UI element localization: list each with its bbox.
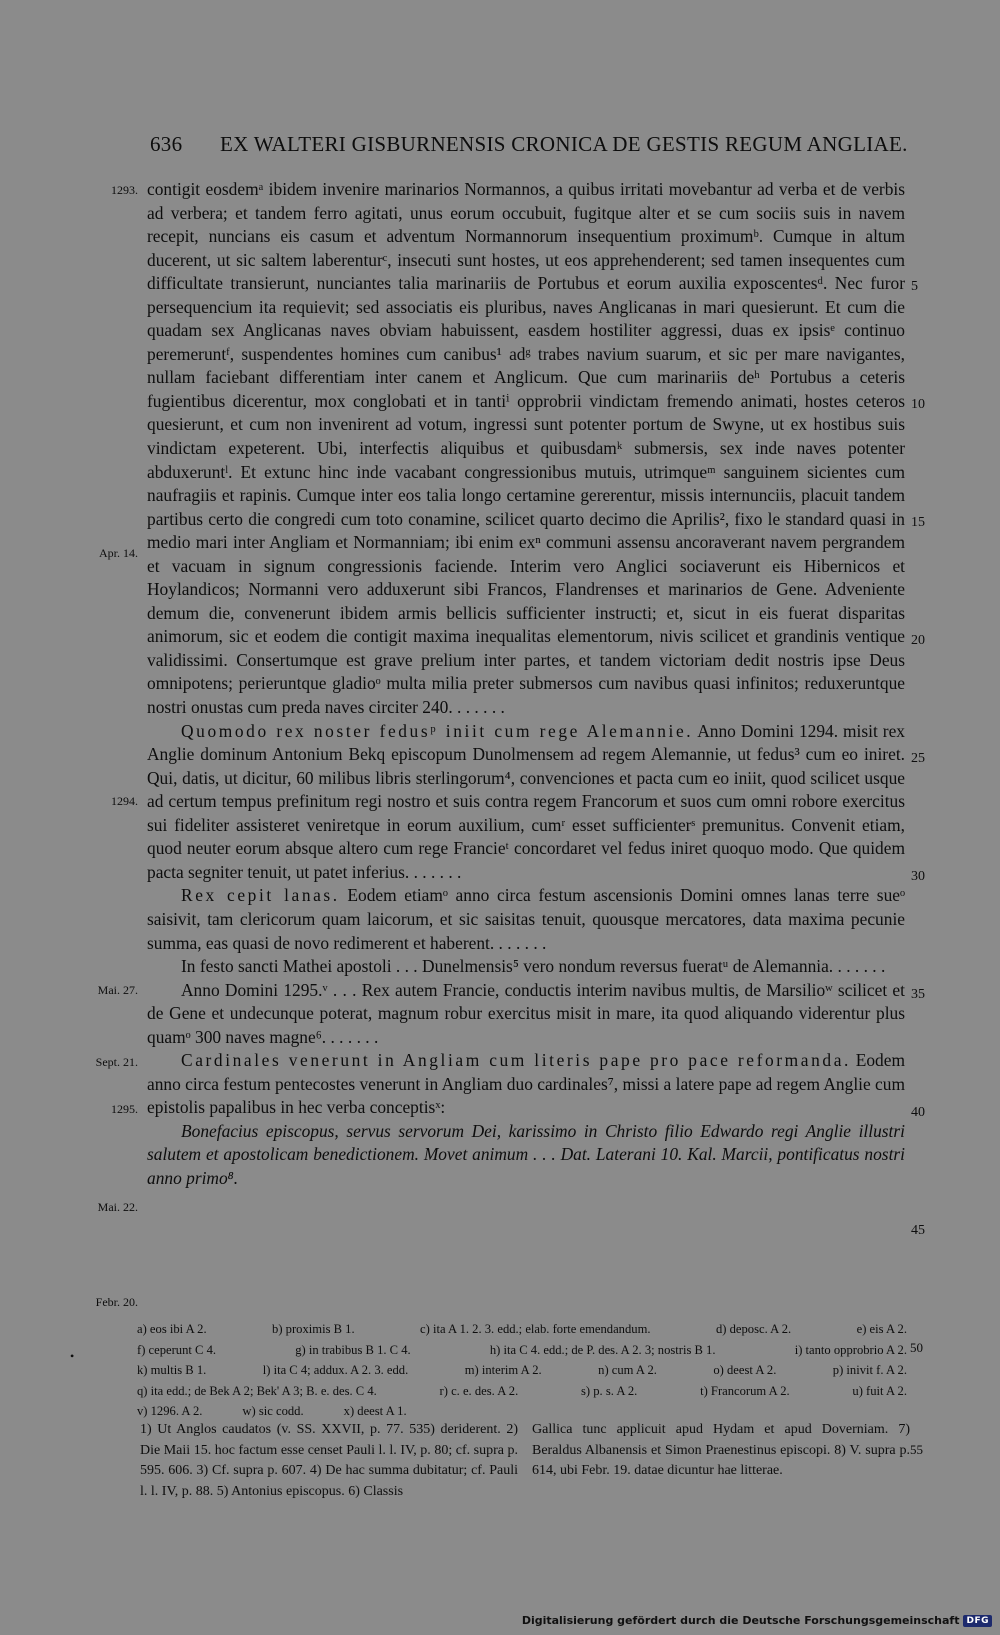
variant-reading: i) tanto opprobrio A 2. (794, 1342, 907, 1357)
variant-reading: h) ita C 4. edd.; de P. des. A 2. 3; nostris B 1. (489, 1342, 716, 1357)
footnotes-col-1: 1) Ut Anglos caudatos (v. SS. XXVII, p. 77. 535) deriderent. 2) Die Maii 15. hoc factum esse censet Pauli l. l. IV, p. 80; cf. supra p. 595. 606. 3) Cf. supra p. 607. 4) De hac summa dubitatur; cf. Pauli l. l. IV, p. 88. 5) Antonius episcopus. 6) Classis (140, 1422, 518, 1499)
running-title: EX WALTERI GISBURNENSIS CRONICA DE GESTIS REGUM ANGLIAE. (220, 132, 908, 156)
line-number: 45 (911, 1223, 925, 1238)
margin-note-date: Mai. 27. (97, 983, 138, 997)
section-heading: Quomodo rex noster fedusᵖ iniit cum rege Alemannie. (181, 720, 694, 741)
line-number: 55 (910, 1442, 923, 1457)
letter-quote: Bonefacius episcopus, servus servorum Dei, karissimo in Christo filio Edwardo regi Anglie illustri salutem et apostolicam benedictionem. Movet animum . . . Dat. Laterani 10. Kal. Marcii, pontificatus nostri anno primo⁸. (147, 1120, 905, 1188)
line-number: 40 (911, 1105, 925, 1120)
variant-row (137, 1381, 907, 1402)
variant-reading: v) 1296. A 2. (137, 1404, 203, 1419)
variant-reading: b) proximis B 1. (272, 1322, 355, 1336)
margin-note-date: Febr. 20. (95, 1295, 138, 1309)
bullet-mark: • (70, 1349, 75, 1363)
paragraph: In festo sancti Mathei apostoli . . . Dunelmensis⁵ vero nondum reversus fueratᵘ de Alemannia. . . . . . . (181, 956, 886, 977)
variant-row (137, 1340, 907, 1361)
variant-readings (137, 1319, 907, 1422)
line-number: 20 (911, 633, 925, 648)
variant-row (137, 1319, 907, 1340)
footnotes (140, 1420, 910, 1502)
paragraph-text: Anno Domini 1294. misit rex Anglie dominum Antonium Bekq episcopum Dunolmensem ad regem Alemannie, ut fedus³ cum eo iniret. Qui, datis, ut dicitur, 60 milibus libris sterlingorum⁴, convenciones et pacta cum eo iniit, quod scilicet usque ad certum tempus prefinitum regi nostro et suis contra regem Francorum et suos cum omni robore exercitus sui fideliter assisteret veniretque in eorum auxilium, cumʳ esset sufficienterˢ premunitus. Convenit etiam, quod neuter eorum absque altero cum rege Francieᵗ concordaret vel fedus iniret quoquo modo. Que quidem pacta segniter tenuit, ut patet inferius. . . . . . . (147, 720, 905, 882)
variant-reading: f) ceperunt C 4. (137, 1342, 217, 1357)
variant-reading: e) eis A 2. (856, 1322, 907, 1336)
line-number: 50 (910, 1340, 923, 1355)
variant-row (137, 1360, 907, 1381)
variant-reading: c) ita A 1. 2. 3. edd.; elab. forte emendandum. (420, 1322, 651, 1336)
margin-note-date: Mai. 22. (97, 1200, 138, 1214)
line-number: 5 (911, 279, 918, 294)
variant-reading: x) deest A 1. (343, 1404, 407, 1419)
credit-text: Digitalisierung gefördert durch die Deutsche Forschungsgemeinschaft (521, 1614, 960, 1627)
margin-note-date: Sept. 21. (95, 1055, 138, 1069)
section-heading: Cardinales venerunt in Angliam cum literis pape pro pace reformanda. (181, 1050, 851, 1071)
paragraph: Anno Domini 1295.ᵛ . . . Rex autem Francie, conductis interim navibus multis, de Marsilioʷ scilicet et de Gene et undecunque poterat, magnum robur exercitus misit in mare, ita quod aliquando viderentur plus quamᵒ 300 naves magne⁶. . . . . . . (147, 979, 905, 1047)
variant-reading: k) multis B 1. (137, 1363, 207, 1378)
variant-reading: u) fuit A 2. (852, 1383, 907, 1398)
variant-reading: p) inivit f. A 2. (832, 1363, 907, 1378)
paragraph-text: Eodem etiamᵒ anno circa festum ascensionis Domini omnes lanas terre sueᵒ saisivit, tam clericorum quam laicorum, et sic saisitas tenuit, quousque mercatores, data maxima pecunie summa, eas quasi de novo redimerent et haberent. . . . . . . (147, 885, 905, 953)
variant-reading: n) cum A 2. (598, 1363, 657, 1378)
paragraph (147, 1049, 905, 1120)
paragraph-text: Eodem anno circa festum pentecostes venerunt in Angliam duo cardinales⁷, missi a latere pape ad regem Anglie cum epistolis papalibus in hec verba conceptisˣ: (147, 1050, 905, 1118)
variant-reading: o) deest A 2. (713, 1363, 777, 1378)
variant-reading: w) sic codd. (242, 1404, 304, 1419)
variant-reading: t) Francorum A 2. (700, 1383, 790, 1398)
dfg-credit (522, 1614, 992, 1627)
variant-reading: q) ita edd.; de Bek A 2; Bek' A 3; B. e. des. C 4. (137, 1383, 377, 1398)
paragraph (147, 720, 905, 885)
dfg-logo-icon: DFG (963, 1615, 992, 1627)
variant-reading: r) c. e. des. A 2. (439, 1383, 519, 1398)
margin-note-year: 1295. (111, 1102, 138, 1116)
footnotes-col-2: Gallica tunc applicuit apud Hydam et apud Doverniam. 7) Beraldus Albanensis et Simon Praenestinus episcopi. 8) V. supra p. 614, ubi Febr. 19. datae dicuntur hae litterae. (532, 1422, 910, 1478)
variant-reading: a) eos ibi A 2. (137, 1322, 207, 1336)
line-number: 30 (911, 869, 925, 884)
section-heading: Rex cepit lanas. (181, 885, 340, 906)
margin-note-year: 1293. (111, 183, 138, 197)
variant-reading: s) p. s. A 2. (581, 1383, 638, 1398)
paragraph (147, 884, 905, 955)
variant-reading: d) deposc. A 2. (715, 1322, 792, 1336)
variant-reading: l) ita C 4; addux. A 2. 3. edd. (262, 1363, 409, 1378)
variant-row (137, 1401, 907, 1422)
variant-reading: m) interim A 2. (464, 1363, 542, 1378)
variant-reading: g) in trabibus B 1. C 4. (295, 1342, 411, 1357)
page-number: 636 (150, 132, 183, 156)
line-number: 35 (911, 987, 925, 1002)
margin-note-year: 1294. (111, 794, 138, 808)
line-number: 10 (911, 397, 925, 412)
line-number: 25 (911, 751, 925, 766)
paragraph: contigit eosdemᵃ ibidem invenire marinarios Normannos, a quibus irritati movebantur ad verba et de verbis ad verbera; et tandem ferro agitati, unus eorum occubuit, fugitque alter et se cum sociis suis in navem recepit, nuncians eis casum et adventum Normannorum insequentium proximumᵇ. Cumque in altum ducerent, ut sic saltem laberenturᶜ, insecuti sunt hostes, ut eos apprehenderent; sed tamen insequentes cum difficultate transierunt, nunciantes talia marinariis de Portubus et eorum auxilia exposcentesᵈ. Nec furor persequencium ita requievit; sed associatis eis pluribus, naves Anglicanas in mari quesierunt. Et cum die quadam sex Anglicanas naves obviam habuissent, easdem hostiliter aggressi, duas ex ipsisᵉ continuo peremeruntᶠ, suspendentes homines cum canibus¹ adᵍ trabes navium suarum, et sic per mare navigantes, nullam faciebant differentiam inter canem et Anglicum. Que cum marinariis deʰ Portubus a ceteris fugientibus dicerentur, mox conglobati et in tantiⁱ opprobrii vindictam fremendo animati, hostes ceteros quesierunt, et cum non invenirent ad votum, ingressi sunt potenter portum de Swyne, ut ex hostibus suis vindictam expeterent. Ubi, interfectis aliquibus et quibusdamᵏ submersis, sex inde naves potenter abduxeruntˡ. Et extunc hinc inde vacabant congressionibus mutuis, utrimqueᵐ sanguinem sicientes cum naufragiis et rapinis. Cumque inter eos talia longo certamine gererentur, missis internunciis, placuit tandem partibus certo die congredi cum toto conamine, scilicet quarto decimo die Aprilis², fixo le standard quasi in medio mari inter Angliam et Normanniam; ibi enim exⁿ communi assensu ancoraverant navem pergrandem et vacuam in signum congressionis faciende. Interim vero Anglici sociaverunt eis Hibernicos et Hoylandicos; Normanni vero adduxerunt sibi Francos, Flandrenses et marinarios de Gene. Adveniente demum die, convenerunt ibidem armis bellicis sufficienter instructi; et, sicut in eis fuerat disparitas animorum, sic et eodem die contigit maxima inequalitas elementorum, nivis scilicet et grandinis ventique validissimi. Consertumque est grave prelium inter partes, et tandem victoriam dedit nostris ipse Deus omnipotens; perieruntque gladioᵒ multa milia preter submersos cum navibus quasi infinitos; reduxeruntque nostri onustas cum preda naves circiter 240. . . . . . . (147, 179, 905, 718)
page-header (150, 132, 930, 157)
margin-note-date: Apr. 14. (99, 546, 138, 560)
main-text (147, 178, 905, 1191)
line-number: 15 (911, 515, 925, 530)
